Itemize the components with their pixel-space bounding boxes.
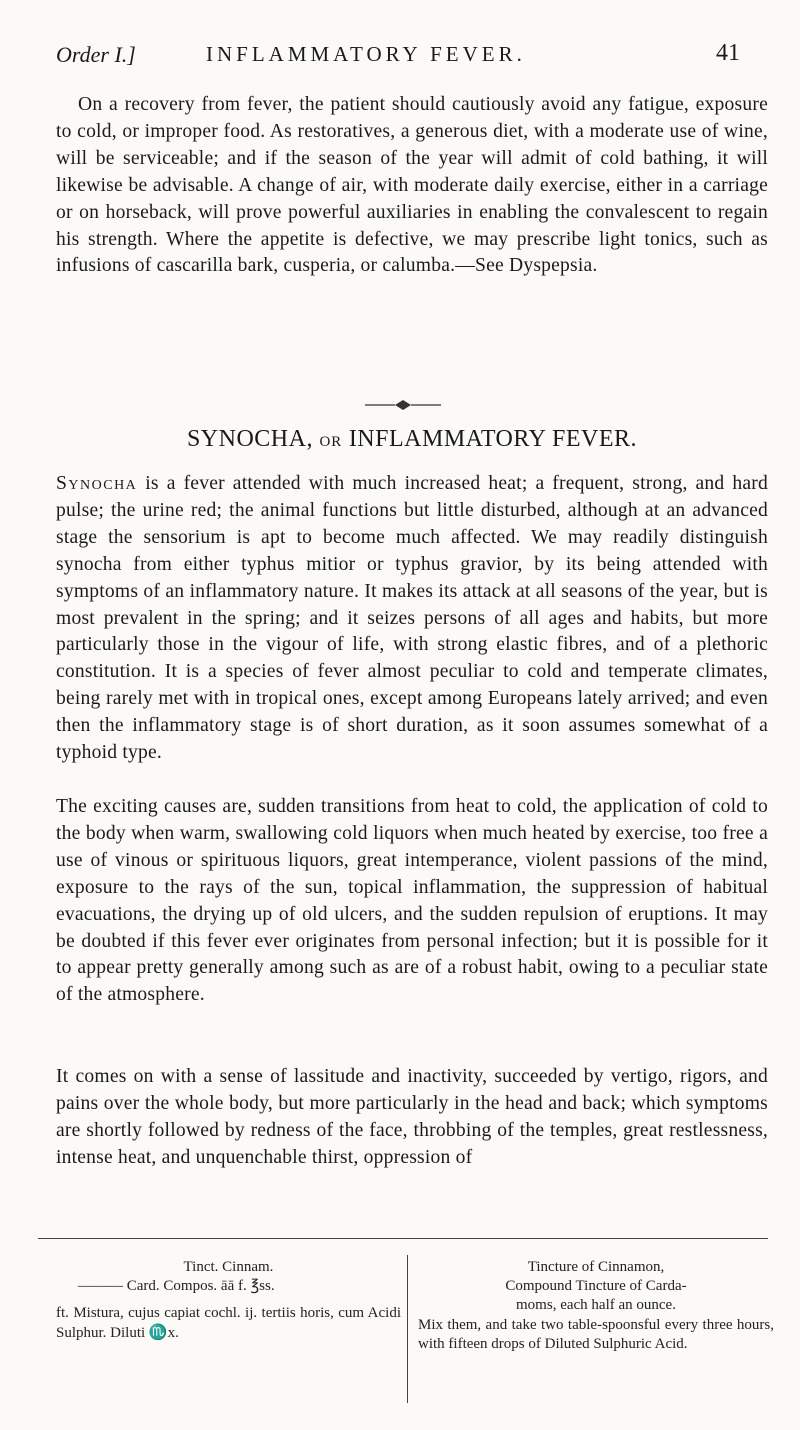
section-title-or: OR — [319, 434, 343, 450]
english-line-3: moms, each half an ounce. — [516, 1297, 676, 1314]
english-line-1: Tincture of Cinnamon, — [527, 1259, 665, 1275]
latin-line-2: ——— Card. Compos. āā f. ℥ss. — [78, 1278, 275, 1295]
page-number: 41 — [716, 40, 740, 66]
order-label: Order I.] — [56, 42, 136, 67]
paragraph-definition — [56, 471, 768, 767]
prescription-english — [418, 1258, 774, 1354]
footnote-rule — [38, 1238, 768, 1239]
paragraph-symptoms: It comes on with a sense of lassitude and inactivity, succeeded by vertigo, rigors, and pains over the whole body, but more particularly in the head and back; which symptoms are shortly followed by redness of the face, throbbing of the temples, great restlessness, intense heat, and unquenchable thirst, oppression of — [56, 1066, 768, 1168]
term-synocha: Synocha — [56, 473, 138, 494]
section-title — [56, 426, 768, 453]
paragraph-recovery: On a recovery from fever, the patient should cautiously avoid any fatigue, exposure to cold, or improper food. As restoratives, a generous diet, with a moderate use of wine, will be serviceable; and if the season of the year will admit of cold bathing, it will likewise be advisable. A change of air, with moderate daily exercise, either in a carriage or on horseback, will prove powerful auxiliaries in enabling the convalescent to regain his strength. Where the appetite is defective, we may prescribe light tonics, such as infusions of cascarilla bark, cusperia, or calumba.—See Dyspepsia. — [56, 94, 768, 277]
definition-text: is a fever attended with much increased heat; a frequent, strong, and hard pulse; the urine red; the animal functions but little disturbed, although at an advanced stage the sensorium is apt to become much affected. We may readily distinguish synocha from either typhus mitior or typhus gravior, by its being attended with symptoms of an inflammatory nature. It makes its attack at all seasons of the year, but is most prevalent in the spring; and it seizes persons of all ages and habits, but more particularly those in the vigour of life, with strong elastic fibres, and of a plethoric constitution. It is a species of fever almost peculiar to cold and temperate climates, being rarely met with in tropical ones, except among Europeans lately arrived; and even then the inflammatory stage is of short duration, as it soon assumes somewhat of a typhoid type. — [56, 473, 768, 764]
latin-line-3: ft. Mistura, cujus capiat cochl. ij. tertiis horis, cum Acidi Sulphur. Diluti ♏x. — [56, 1305, 401, 1341]
prescription-latin — [56, 1258, 401, 1343]
section-title-main: SYNOCHA, — [186, 426, 313, 452]
english-line-2: Compound Tincture of Carda- — [505, 1278, 687, 1295]
running-title: INFLAMMATORY FEVER. — [206, 42, 526, 66]
divider-ornament-icon — [363, 398, 443, 412]
running-header — [56, 42, 760, 72]
column-divider — [407, 1255, 408, 1403]
english-line-4: Mix them, and take two table-spoonsful every three hours, with fifteen drops of Diluted Sulphuric Acid. — [418, 1316, 774, 1352]
latin-line-1: Tinct. Cinnam. — [183, 1259, 274, 1275]
section-title-sub: INFLAMMATORY FEVER. — [348, 426, 638, 452]
paragraph-causes: The exciting causes are, sudden transitions from heat to cold, the application of cold to the body when warm, swallowing cold liquors when much heated by exercise, too free a use of vinous or spirituous liquors, great intemperance, violent passions of the mind, exposure to the rays of the sun, topical inflammation, the suppression of habitual evacuations, the drying up of old ulcers, and the sudden repulsion of eruptions. It may be doubted if this fever ever originates from personal infection; but it is possible for it to appear pretty generally among such as are of a robust habit, owing to a peculiar state of the atmosphere. — [56, 796, 768, 1006]
